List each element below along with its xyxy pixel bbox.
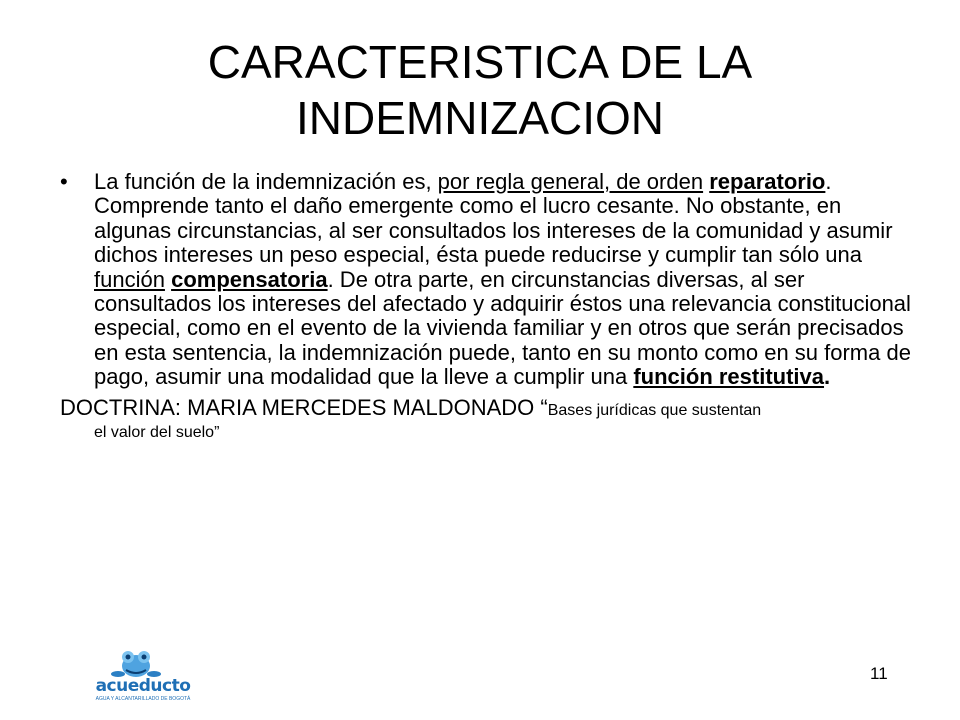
text-part: . — [824, 364, 831, 390]
doctrina-main: DOCTRINA: MARIA MERCEDES MALDONADO “ — [60, 394, 548, 420]
text-part: La función de la indemnización es, — [94, 169, 438, 194]
acueducto-logo — [88, 646, 198, 706]
logo-subtitle: AGUA Y ALCANTARILLADO DE BOGOTÁ — [95, 696, 191, 702]
bullet-item — [60, 170, 920, 390]
bold-underlined-text: compensatoria — [171, 266, 328, 292]
logo-text: acueducto — [95, 676, 191, 696]
bold-underlined-text: reparatorio — [709, 169, 826, 194]
doctrina-small: Bases jurídicas que sustentan — [547, 401, 762, 419]
bullet-marker: • — [60, 169, 68, 194]
bold-underlined-text: función restitutiva — [633, 364, 825, 390]
underlined-text: función — [94, 266, 165, 292]
bullet-text — [94, 170, 920, 390]
page-number: 11 — [870, 664, 888, 683]
slide-title: CARACTERISTICA DE LA INDEMNIZACION — [207, 36, 753, 144]
slide-body — [60, 170, 920, 443]
doctrina-reference — [60, 396, 920, 443]
underlined-text: por regla general, de orden — [437, 169, 704, 194]
text-part: . De otra parte, en circunstancias diversas, al ser consultados los intereses del afectado y adquirir éstos una relevancia constitucional especial, como en el evento de la vivienda familiar y en otros que serán precisados en esta sentencia, la indemnización puede, tanto en su monto como en su forma de pago, asumir una modalidad que la lleve a cumplir una — [94, 266, 911, 390]
doctrina-line2: el valor del suelo” — [94, 423, 220, 441]
text-part: . Comprende tanto el daño emergente como el lucro cesante. No obstante, en algunas circunstancias, al ser consultados los intereses de la comunidad y asumir dichos intereses un peso especial, ésta puede reducirse y cumplir tan sólo una — [94, 169, 893, 268]
